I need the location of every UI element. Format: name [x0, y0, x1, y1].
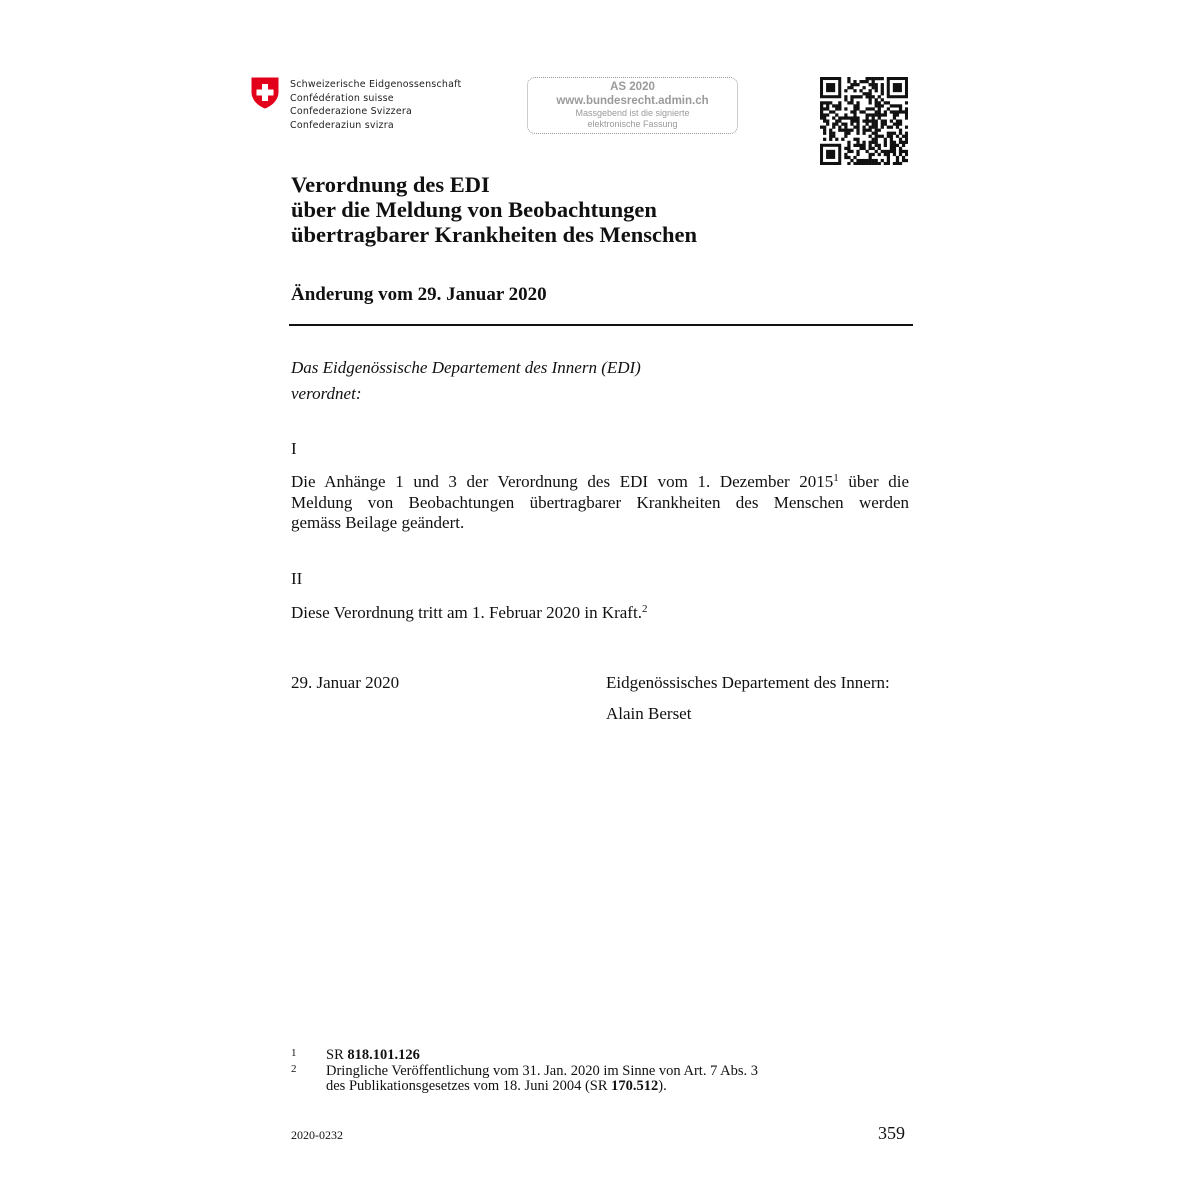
- paragraph-line-1-end: über die: [838, 472, 909, 491]
- paragraph-line-3: gemäss Beilage geändert.: [291, 513, 465, 532]
- document-title: [291, 172, 891, 247]
- footnote-ref-2[interactable]: 2: [641, 603, 648, 615]
- preamble: [291, 355, 641, 407]
- footnote-2-line-2: [326, 1079, 758, 1094]
- preamble-line-2: verordnet:: [291, 384, 362, 403]
- stamp-website: www.bundesrecht.admin.ch: [556, 95, 709, 107]
- document-number: 2020-0232: [291, 1128, 343, 1142]
- heading-divider: [289, 324, 913, 326]
- title-line-3: übertragbarer Krankheiten des Menschen: [291, 222, 698, 247]
- signature-department: Eidgenössisches Departement des Innern:: [606, 673, 890, 692]
- signer-name: Alain Berset: [606, 704, 692, 723]
- footnote-2-number: 2: [291, 1063, 297, 1075]
- footnote-1-sr-number[interactable]: 818.101.126: [347, 1047, 420, 1063]
- footnote-2-line-2-pre: des Publikationsgesetzes vom 18. Juni 2004 (SR: [326, 1078, 612, 1094]
- stamp-note-1: Massgebend ist die signierte: [575, 108, 690, 118]
- signature-date: 29. Januar 2020: [291, 673, 400, 692]
- footnote-1-number: 1: [291, 1047, 297, 1059]
- page-number: 359: [878, 1123, 905, 1143]
- section-1-paragraph: [291, 472, 909, 534]
- footnote-ref-1[interactable]: 1: [833, 472, 839, 484]
- title-line-2: über die Meldung von Beobachtungen: [291, 197, 657, 222]
- preamble-line-1: Das Eidgenössische Departement des Innern (EDI): [291, 358, 641, 377]
- section-2-paragraph: [291, 603, 647, 623]
- footnote-2-line-1: Dringliche Veröffentlichung vom 31. Jan. 2020 im Sinne von Art. 7 Abs. 3: [326, 1063, 759, 1079]
- swiss-coat-of-arms-icon: [251, 77, 279, 109]
- footnote-1-prefix: SR: [326, 1047, 348, 1063]
- amendment-heading: Änderung vom 29. Januar 2020: [291, 284, 547, 305]
- paragraph-line-2: Meldung von Beobachtungen übertragbarer Krankheiten des Menschen werden: [291, 492, 909, 512]
- paragraph-line-1-text: Die Anhänge 1 und 3 der Verordnung des EDI vom 1. Dezember 2015: [291, 472, 834, 491]
- title-line-1: Verordnung des EDI: [291, 172, 490, 197]
- confederation-name-it: Confederazione Svizzera: [290, 106, 413, 117]
- official-stamp: [527, 77, 738, 134]
- footnote-2-text: [326, 1064, 758, 1094]
- footnote-1-text: [326, 1048, 420, 1063]
- qr-code-icon: [820, 77, 908, 165]
- section-2-text: Diese Verordnung tritt am 1. Februar 2020 in Kraft.: [291, 603, 642, 622]
- stamp-note-2: elektronische Fassung: [587, 119, 678, 129]
- section-heading-1: I: [291, 439, 297, 458]
- confederation-name-rm: Confederaziun svizra: [290, 119, 394, 131]
- confederation-names: [290, 78, 461, 132]
- confederation-name-de: Schweizerische Eidgenossenschaft: [290, 79, 462, 90]
- footnote-2-sr-number[interactable]: 170.512: [611, 1078, 659, 1094]
- confederation-name-fr: Confédération suisse: [290, 92, 394, 104]
- footnote-2-line-2-post: ).: [658, 1078, 667, 1094]
- paragraph-line-1: [291, 472, 909, 493]
- stamp-collection: AS 2020: [610, 81, 655, 93]
- section-heading-2: II: [291, 569, 303, 588]
